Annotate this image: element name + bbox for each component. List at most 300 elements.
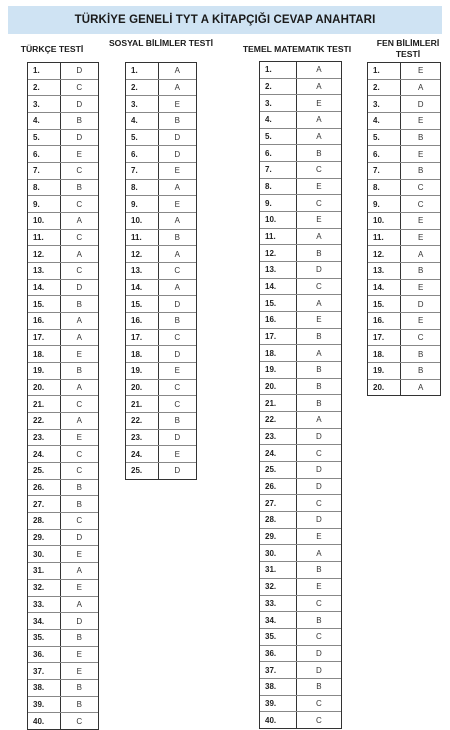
- question-number: 24.: [260, 445, 296, 462]
- answer-letter: B: [296, 362, 341, 379]
- answer-row: [260, 595, 341, 612]
- question-number: 7.: [28, 163, 60, 180]
- answer-row: [260, 362, 341, 379]
- answer-letter: E: [158, 446, 196, 463]
- answer-row: [28, 513, 98, 530]
- answer-row: [260, 162, 341, 179]
- answer-letter: A: [60, 329, 98, 346]
- question-number: 17.: [126, 329, 158, 346]
- answer-letter: C: [296, 195, 341, 212]
- answer-row: [260, 462, 341, 479]
- question-number: 12.: [260, 245, 296, 262]
- question-number: 31.: [28, 563, 60, 580]
- answer-letter: A: [296, 345, 341, 362]
- question-number: 25.: [28, 463, 60, 480]
- answer-letter: A: [60, 246, 98, 263]
- answer-letter: C: [296, 695, 341, 712]
- answer-row: [368, 313, 440, 330]
- answer-letter: C: [60, 263, 98, 280]
- answer-letter: B: [401, 363, 440, 380]
- answer-row: [28, 279, 98, 296]
- answer-row: [28, 579, 98, 596]
- answer-letter: B: [296, 145, 341, 162]
- answer-row: [368, 213, 440, 230]
- answer-letter: A: [296, 112, 341, 129]
- answer-row: [28, 246, 98, 263]
- question-number: 21.: [28, 396, 60, 413]
- answer-row: [260, 195, 341, 212]
- question-number: 18.: [260, 345, 296, 362]
- question-number: 15.: [368, 296, 401, 313]
- answer-row: [28, 696, 98, 713]
- answer-letter: C: [158, 329, 196, 346]
- answer-letter: B: [60, 179, 98, 196]
- question-number: 35.: [28, 629, 60, 646]
- question-number: 19.: [368, 363, 401, 380]
- question-number: 38.: [260, 678, 296, 695]
- answer-letter: E: [60, 646, 98, 663]
- question-number: 17.: [368, 329, 401, 346]
- answer-row: [260, 245, 341, 262]
- answer-row: [260, 528, 341, 545]
- question-number: 5.: [368, 129, 401, 146]
- question-number: 9.: [28, 196, 60, 213]
- fen-answer-table: [367, 62, 441, 396]
- answer-letter: C: [296, 278, 341, 295]
- answer-letter: C: [315, 715, 322, 725]
- question-number: 5.: [126, 129, 158, 146]
- question-number: 8.: [126, 179, 158, 196]
- answer-letter: B: [296, 612, 341, 629]
- answer-letter: A: [158, 63, 196, 79]
- answer-row: [260, 62, 341, 78]
- answer-row: [126, 163, 196, 180]
- answer-letter: E: [401, 113, 440, 130]
- answer-letter: D: [158, 346, 196, 363]
- answer-row: [28, 546, 98, 563]
- question-number: 33.: [28, 596, 60, 613]
- answer-row: [260, 412, 341, 429]
- answer-row: [260, 262, 341, 279]
- answer-letter: A: [60, 413, 98, 430]
- answer-rows: [126, 63, 196, 479]
- question-number: 21.: [126, 396, 158, 413]
- answer-letter: C: [60, 446, 98, 463]
- question-number: 9.: [126, 196, 158, 213]
- question-number: 1.: [126, 63, 158, 79]
- question-number: 37.: [260, 662, 296, 679]
- question-number: 14.: [260, 278, 296, 295]
- question-number: 25.: [260, 462, 296, 479]
- answer-letter: E: [60, 546, 98, 563]
- question-number: 4.: [260, 112, 296, 129]
- question-number: 7.: [368, 163, 401, 180]
- question-number: 13.: [28, 263, 60, 280]
- answer-row: [260, 695, 341, 712]
- answer-letter: D: [296, 662, 341, 679]
- answer-row: [260, 512, 341, 529]
- answer-letter: C: [158, 263, 196, 280]
- answer-row: [260, 278, 341, 295]
- answer-row: [126, 379, 196, 396]
- question-number: 29.: [28, 529, 60, 546]
- answer-row: [28, 429, 98, 446]
- question-number: 13.: [260, 262, 296, 279]
- answer-row: [28, 663, 98, 680]
- answer-row: [28, 129, 98, 146]
- answer-rows: [368, 63, 440, 395]
- question-number: 1.: [260, 62, 296, 78]
- answer-row: [28, 629, 98, 646]
- question-number: 6.: [368, 146, 401, 163]
- question-number: 10.: [126, 213, 158, 230]
- answer-row: [368, 146, 440, 163]
- question-number: 7.: [126, 163, 158, 180]
- question-number: 16.: [368, 313, 401, 330]
- question-number: 9.: [260, 195, 296, 212]
- question-number: 23.: [126, 429, 158, 446]
- answer-letter: E: [60, 579, 98, 596]
- answer-letter: C: [60, 196, 98, 213]
- answer-row: [368, 96, 440, 113]
- answer-row: [260, 428, 341, 445]
- answer-letter: C: [296, 628, 341, 645]
- answer-row: [260, 378, 341, 395]
- question-number: 4.: [28, 113, 60, 130]
- answer-letter: D: [401, 296, 440, 313]
- answer-row: [126, 396, 196, 413]
- answer-row: [126, 313, 196, 330]
- question-number: 16.: [28, 313, 60, 330]
- matematik-answer-table: [259, 61, 342, 729]
- answer-row: [260, 645, 341, 662]
- answer-row: [260, 562, 341, 579]
- answer-letter: C: [401, 329, 440, 346]
- answer-row: [126, 346, 196, 363]
- answer-row: [28, 679, 98, 696]
- answer-letter: E: [158, 163, 196, 180]
- question-number: 6.: [28, 146, 60, 163]
- question-number: 6.: [126, 146, 158, 163]
- question-number: 19.: [126, 363, 158, 380]
- question-number: 12.: [126, 246, 158, 263]
- answer-row: [126, 279, 196, 296]
- answer-letter: C: [60, 513, 98, 530]
- answer-row: [368, 246, 440, 263]
- answer-letter: B: [60, 496, 98, 513]
- question-number: 28.: [260, 512, 296, 529]
- answer-row: [28, 479, 98, 496]
- question-number: 20.: [28, 379, 60, 396]
- question-number: 4.: [126, 113, 158, 130]
- answer-row: [28, 146, 98, 163]
- answer-row: [28, 446, 98, 463]
- question-number: 30.: [28, 546, 60, 563]
- answer-letter: D: [296, 478, 341, 495]
- question-number: 34.: [260, 612, 296, 629]
- question-number: 8.: [368, 179, 401, 196]
- page-title: TÜRKİYE GENELİ TYT A KİTAPÇIĞI CEVAP ANAHTARI: [8, 6, 442, 34]
- question-number: 36.: [260, 645, 296, 662]
- question-number: 2.: [368, 79, 401, 96]
- answer-row: [260, 312, 341, 329]
- answer-letter: E: [60, 429, 98, 446]
- question-number: 3.: [28, 96, 60, 113]
- answer-letter: B: [296, 328, 341, 345]
- answer-row: [28, 313, 98, 330]
- answer-row: [260, 395, 341, 412]
- fen-heading: FEN BİLİMLERİ TESTİ: [376, 38, 440, 59]
- answer-letter: A: [158, 246, 196, 263]
- answer-row: [126, 79, 196, 96]
- answer-letter: D: [60, 96, 98, 113]
- answer-row: [126, 413, 196, 430]
- question-number: 18.: [126, 346, 158, 363]
- answer-letter: B: [296, 562, 341, 579]
- question-number: 1.: [28, 63, 60, 79]
- answer-row: [126, 196, 196, 213]
- question-number: 17.: [260, 328, 296, 345]
- answer-letter: A: [401, 246, 440, 263]
- answer-letter: E: [401, 213, 440, 230]
- answer-letter: B: [60, 696, 98, 713]
- answer-row: [126, 129, 196, 146]
- question-number: 38.: [28, 679, 60, 696]
- answer-letter: C: [60, 79, 98, 96]
- question-number: 33.: [260, 595, 296, 612]
- answer-row: [28, 163, 98, 180]
- answer-row: [28, 613, 98, 630]
- answer-letter: C: [60, 396, 98, 413]
- answer-row: [28, 179, 98, 196]
- question-number: 20.: [126, 379, 158, 396]
- answer-letter: C: [60, 229, 98, 246]
- answer-row: [126, 296, 196, 313]
- answer-rows: [260, 62, 341, 728]
- answer-letter: B: [60, 629, 98, 646]
- answer-row: [260, 345, 341, 362]
- question-number: 5.: [28, 129, 60, 146]
- answer-letter: A: [60, 313, 98, 330]
- turkce-heading: TÜRKÇE TESTİ: [20, 44, 84, 54]
- answer-letter: A: [158, 179, 196, 196]
- answer-letter: C: [158, 396, 196, 413]
- answer-row: [368, 63, 440, 79]
- answer-letter: A: [418, 383, 424, 393]
- question-number: 20.: [260, 378, 296, 395]
- answer-letter: E: [60, 146, 98, 163]
- answer-row: [28, 329, 98, 346]
- question-number: 27.: [260, 495, 296, 512]
- answer-letter: D: [158, 296, 196, 313]
- question-number: 25.: [126, 463, 158, 479]
- answer-letter: B: [401, 163, 440, 180]
- answer-row: [368, 329, 440, 346]
- answer-row: [28, 463, 98, 480]
- answer-row: [368, 296, 440, 313]
- answer-letter: B: [158, 313, 196, 330]
- answer-row: [260, 78, 341, 95]
- answer-letter: E: [158, 96, 196, 113]
- question-number: 28.: [28, 513, 60, 530]
- question-number: 18.: [28, 346, 60, 363]
- answer-letter: D: [60, 129, 98, 146]
- answer-row: [126, 96, 196, 113]
- answer-row: [28, 596, 98, 613]
- question-number: 23.: [28, 429, 60, 446]
- question-number: 16.: [260, 312, 296, 329]
- answer-letter: C: [60, 163, 98, 180]
- answer-letter: B: [60, 296, 98, 313]
- answer-row: [260, 578, 341, 595]
- answer-letter: E: [158, 363, 196, 380]
- answer-letter: B: [60, 679, 98, 696]
- answer-letter: E: [401, 229, 440, 246]
- answer-row: [126, 229, 196, 246]
- answer-letter: B: [296, 678, 341, 695]
- answer-row: [28, 263, 98, 280]
- answer-rows: [28, 63, 98, 729]
- answer-row: [126, 213, 196, 230]
- answer-letter: C: [158, 379, 196, 396]
- answer-row: [28, 96, 98, 113]
- answer-letter: B: [401, 346, 440, 363]
- question-number: 13.: [126, 263, 158, 280]
- question-number: 10.: [260, 212, 296, 229]
- answer-row: [260, 445, 341, 462]
- answer-row: [28, 529, 98, 546]
- answer-row: [126, 179, 196, 196]
- answer-letter: A: [158, 79, 196, 96]
- answer-letter: C: [76, 716, 83, 726]
- answer-row: [28, 496, 98, 513]
- answer-row: [126, 446, 196, 463]
- question-number: 2.: [126, 79, 158, 96]
- answer-row: [260, 712, 341, 728]
- question-number: 32.: [28, 579, 60, 596]
- answer-letter: A: [296, 62, 341, 78]
- question-number: 15.: [260, 295, 296, 312]
- question-number: 2.: [28, 79, 60, 96]
- question-number: 11.: [126, 229, 158, 246]
- answer-row: [260, 128, 341, 145]
- answer-letter: D: [60, 63, 98, 79]
- answer-row: [28, 379, 98, 396]
- answer-letter: A: [60, 213, 98, 230]
- answer-row: [28, 396, 98, 413]
- question-number: 36.: [28, 646, 60, 663]
- answer-letter: D: [158, 129, 196, 146]
- answer-letter: A: [158, 279, 196, 296]
- question-number: 11.: [260, 228, 296, 245]
- answer-letter: D: [60, 613, 98, 630]
- answer-row: [126, 263, 196, 280]
- answer-row: [368, 379, 440, 395]
- answer-letter: A: [60, 563, 98, 580]
- answer-row: [260, 228, 341, 245]
- answer-letter: E: [158, 196, 196, 213]
- answer-row: [368, 129, 440, 146]
- answer-letter: A: [296, 295, 341, 312]
- question-number: 6.: [260, 145, 296, 162]
- question-number: 2.: [260, 78, 296, 95]
- question-number: 13.: [368, 263, 401, 280]
- answer-letter: E: [296, 578, 341, 595]
- answer-row: [28, 413, 98, 430]
- answer-row: [126, 363, 196, 380]
- answer-row: [28, 363, 98, 380]
- answer-letter: B: [60, 479, 98, 496]
- answer-letter: C: [401, 196, 440, 213]
- question-number: 35.: [260, 628, 296, 645]
- question-number: 39.: [28, 696, 60, 713]
- question-number: 12.: [368, 246, 401, 263]
- answer-row: [28, 79, 98, 96]
- question-number: 19.: [28, 363, 60, 380]
- answer-row: [28, 713, 98, 729]
- question-number: 24.: [28, 446, 60, 463]
- answer-letter: D: [296, 428, 341, 445]
- answer-row: [260, 678, 341, 695]
- answer-letter: C: [60, 463, 98, 480]
- answer-row: [28, 346, 98, 363]
- answer-row: [126, 329, 196, 346]
- sosyal-answer-table: [125, 62, 197, 480]
- answer-row: [260, 95, 341, 112]
- answer-letter: E: [401, 279, 440, 296]
- answer-letter: C: [296, 445, 341, 462]
- question-number: 3.: [126, 96, 158, 113]
- answer-row: [28, 646, 98, 663]
- question-number: 10.: [368, 213, 401, 230]
- answer-letter: C: [401, 179, 440, 196]
- question-number: 10.: [28, 213, 60, 230]
- answer-row: [260, 662, 341, 679]
- question-number: 11.: [28, 229, 60, 246]
- question-number: 15.: [126, 296, 158, 313]
- turkce-answer-table: [27, 62, 99, 730]
- answer-letter: D: [158, 429, 196, 446]
- answer-letter: D: [60, 279, 98, 296]
- answer-letter: D: [296, 262, 341, 279]
- question-number: 18.: [368, 346, 401, 363]
- question-number: 27.: [28, 496, 60, 513]
- answer-letter: E: [401, 146, 440, 163]
- answer-row: [260, 328, 341, 345]
- answer-row: [260, 478, 341, 495]
- answer-row: [260, 212, 341, 229]
- answer-row: [368, 163, 440, 180]
- answer-letter: A: [401, 79, 440, 96]
- answer-row: [260, 612, 341, 629]
- answer-letter: A: [296, 128, 341, 145]
- answer-letter: B: [60, 363, 98, 380]
- answer-row: [260, 145, 341, 162]
- answer-letter: B: [158, 413, 196, 430]
- answer-letter: D: [296, 645, 341, 662]
- answer-row: [28, 213, 98, 230]
- answer-letter: C: [296, 162, 341, 179]
- question-number: 9.: [368, 196, 401, 213]
- question-number: 20.: [368, 379, 401, 395]
- answer-letter: E: [401, 313, 440, 330]
- answer-row: [368, 263, 440, 280]
- answer-letter: D: [60, 529, 98, 546]
- question-number: 3.: [260, 95, 296, 112]
- question-number: 21.: [260, 395, 296, 412]
- answer-row: [28, 63, 98, 79]
- question-number: 8.: [28, 179, 60, 196]
